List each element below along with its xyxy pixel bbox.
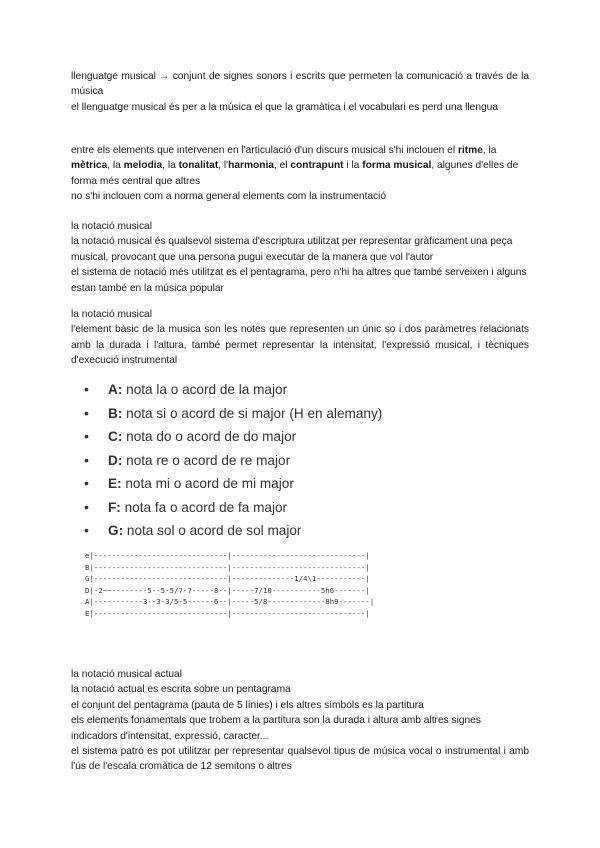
notation-paragraph: la notació actual es escrita sobre un pentagrama xyxy=(71,684,291,696)
section-heading: la notació musical xyxy=(71,309,152,320)
term-harmonia: harmonia xyxy=(228,160,274,172)
tab-line-low-e: E|------------------------------|------------------------------| xyxy=(85,608,370,618)
section-heading: la notació musical actual xyxy=(71,669,182,680)
intro-paragraph: llenguatge musical → conjunt de signes sonors i escrits que permeten la comunicació a través de la música xyxy=(71,71,529,98)
tab-line-g: G|------------------------------|--------------1/4\1-----------| xyxy=(85,574,370,583)
intro-paragraph: el llenguatge musical és per a la música el que la gramàtica i el vocabulari es perd una llengua xyxy=(71,101,498,113)
note-letter: E: xyxy=(108,476,122,491)
note-letter: G: xyxy=(108,523,124,538)
notation-section-1 xyxy=(71,219,529,296)
term-tonalitat: tonalitat xyxy=(178,160,219,172)
bullet-icon: • xyxy=(84,498,89,515)
bullet-icon: • xyxy=(84,428,89,444)
list-item xyxy=(84,449,514,473)
section-heading: la notació musical xyxy=(71,221,152,232)
note-names-list xyxy=(84,378,514,543)
text-run: , la xyxy=(482,145,497,156)
note-description: nota la o acord de la major xyxy=(122,382,288,397)
note-letter: D: xyxy=(108,452,123,468)
notation-paragraph: l'element bàsic de la musica son les notes que representen un únic so i dos paràmetres relacionats amb la durada i l'altura, també permet representar la intensitat, l'expressió musical, i tècniques d'execució instrumental xyxy=(71,324,529,367)
term-ritme: ritme xyxy=(457,145,483,156)
bullet-icon: • xyxy=(84,475,89,491)
elements-note: no s'hi inclouen com a norma general elements com la instrumentació xyxy=(71,191,387,203)
notation-paragraph: la notació musical és qualsevol sistema d'escriptura utilitzat per representar gràficament una peça musical, provocant que una persona pugui executar de la manera que vol l'autor xyxy=(71,236,513,263)
term-contrapunt: contrapunt xyxy=(290,160,344,172)
note-description: nota do o acord de do major xyxy=(122,429,297,444)
text-run: , la xyxy=(107,160,124,172)
list-item xyxy=(84,472,514,496)
guitar-tablature xyxy=(85,550,374,619)
list-item xyxy=(84,519,514,543)
bullet-icon: • xyxy=(84,451,89,468)
modern-notation-section xyxy=(71,667,529,775)
text-run: , el xyxy=(273,160,291,172)
tab-line-e: e|------------------------------|------------------------------| xyxy=(85,551,370,560)
note-letter: F: xyxy=(108,499,121,515)
list-item xyxy=(84,378,514,402)
bullet-icon: • xyxy=(84,404,89,421)
text-run: entre els elements que intervenen en l'articulació d'un discurs musical s'hi inclouen el xyxy=(71,145,458,156)
note-letter: C: xyxy=(108,429,123,444)
note-description: nota mi o acord de mi major xyxy=(121,476,294,491)
list-item xyxy=(84,496,514,520)
notation-paragraph: el conjunt del pentagrama (pauta de 5 línies) i els altres símbols es la partitura xyxy=(71,699,424,711)
note-letter: A: xyxy=(108,382,123,397)
bullet-icon: • xyxy=(84,522,89,538)
note-description: nota re o acord de re major xyxy=(122,452,291,468)
note-description: nota si o acord de si major (H en alemany) xyxy=(122,405,383,421)
notation-paragraph: el sistema de notació més utilitzat es el pentagrama, pero n'hi ha altres que també serveixen i alguns estan també en la música popular xyxy=(71,267,527,294)
text-run: , l' xyxy=(218,160,229,172)
note-description: nota fa o acord de fa major xyxy=(120,499,288,515)
tab-line-a: A|-----------3--3-3/5-5------6--|-----5/8-------------8h9-------| xyxy=(85,597,375,606)
list-item xyxy=(84,402,514,426)
term-melodia: melodia xyxy=(123,160,163,172)
tab-line-d: D|-2~~--------5--5-5/7-7-----8--|-----7/10-----------5h6-------| xyxy=(85,585,370,595)
text-run: , algunes d'elles de forma més central que altres xyxy=(71,160,519,187)
term-metrica: mètrica xyxy=(71,160,108,172)
term-forma-musical: forma musical xyxy=(362,160,432,172)
notation-paragraph: els elements fonamentals que trobem a la partitura son la durada i altura amb altres signes indicadors d'intensitat, expressió, caracter... xyxy=(71,715,481,742)
notation-section-2 xyxy=(71,307,529,369)
intro-section xyxy=(71,69,529,115)
text-run: , la xyxy=(162,160,179,172)
tab-line-b: B|------------------------------|------------------------------| xyxy=(85,562,370,572)
text-run: i la xyxy=(343,160,363,172)
notation-paragraph: el sistema patró es pot utilitzar per representar qualsevol tipus de música vocal o instrumental i amb l'ús de l'escala cromàtica de 12 semitons o altres xyxy=(71,746,529,773)
list-item xyxy=(84,425,514,449)
note-description: nota sol o acord de sol major xyxy=(123,523,302,538)
elements-section xyxy=(71,143,529,205)
note-letter: B: xyxy=(108,405,123,421)
bullet-icon: • xyxy=(84,381,89,397)
elements-paragraph xyxy=(71,143,529,189)
